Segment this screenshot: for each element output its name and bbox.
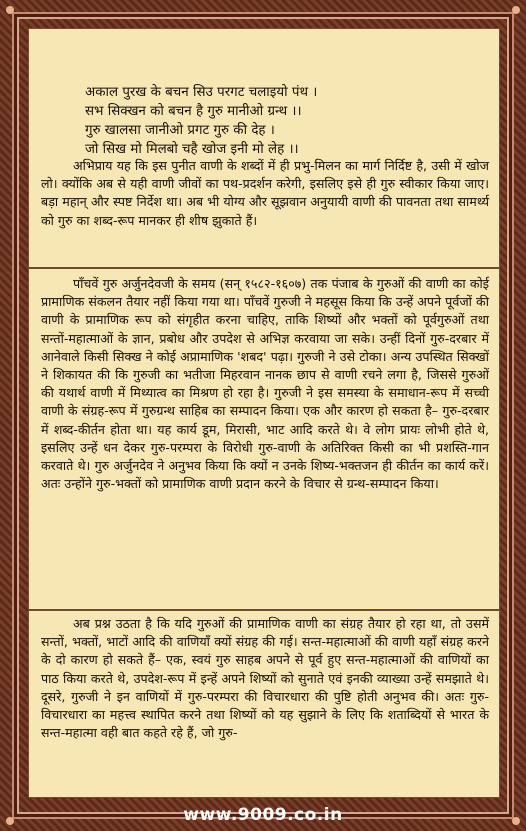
- paragraph: अब प्रश्न उठता है कि यदि गुरुओं की प्रामाणिक वाणी का संग्रह तैयार हो रहा था, तो उसमें सन्तों, भक्तों, भाटों आदि की वाणियाँ क्यों संग्रह की गई। सन्त-महात्माओं की वाणी यहाँ संग्रह करने के दो कारण हो सकते हैं– एक, स्वयं गुरु साहब अपने से पूर्व हुए सन्त-महात्माओं की वाणियों का पाठ किया करते थे, उपदेश-रूप में इन्हें अपने शिष्यों को सुनाते एवं इनकी व्याख्या उन्हें समझाते थे। दूसरे, गुरुजी ने इन वाणियों में गुरु-परम्परा की विचारधारा की पुष्टि होती अनुभव की। अतः गुरु-विचारधारा का महत्त्व स्थापित करने तथा शिष्यों को यह सुझाने के लिए कि शताब्दियों से भारत के सन्त-महात्मा वही बात कहते रहे हैं, जो गुरु-: [41, 616, 489, 741]
- poem-line: जो सिख मो मिलबो चहै खोज इनी मो लेह ।।: [85, 142, 299, 157]
- paragraph: अभिप्राय यह कि इस पुनीत वाणी के शब्दों में ही प्रभु-मिलन का मार्ग निर्दिष्ट है, उसी में खोज लो। क्योंकि अब से यही वाणी जीवों का पथ-प्रदर्शन करेगी, इसलिए इसे ही गुरु स्वीकार किया जाए। बड़ा महान् और स्पष्ट निर्देश था। अब भी योग्य और सूझवान अनुयायी वाणी की पावनता तथा सामर्थ्य को गुरु का शब्द-रूप मानकर ही शीष झुकाते हैं।: [41, 158, 489, 228]
- poem-line: अकाल पुरख के बचन सिउ परगट चलाइयो पंथ ।: [85, 85, 318, 100]
- section-divider: [29, 609, 499, 611]
- poem-line: गुरु खालसा जानीओ प्रगट गुरु की देह ।: [85, 123, 275, 138]
- corner-ornament-icon: [6, 6, 14, 14]
- website-url: www.9009.co.in: [183, 805, 343, 825]
- text-page: [28, 28, 500, 798]
- poem-block: [85, 83, 465, 159]
- section-divider: [29, 267, 499, 269]
- paragraph: पाँचवें गुरु अर्जुनदेवजी के समय (सन् १५८२-१६०७) तक पंजाब के गुरुओं की वाणी का कोई प्रामाणिक संकलन तैयार नहीं किया गया था। पाँचवें गुरुजी ने महसूस किया कि उन्हें अपने पूर्वजों की वाणी के प्रामाणिक रूप को संगृहीत करना चाहिए, ताकि शिष्यों और भक्तों को पूर्वगुरुओं तथा सन्तों-महात्माओं के ज्ञान, प्रबोध और उपदेश से अभिज्ञ करवाया जा सके। उन्हीं दिनों गुरु-दरबार में आनेवाले किसी सिक्ख ने कोई अप्रामाणिक 'शबद' पढ़ा। गुरुजी ने उसे टोका। अन्य उपस्थित सिक्खों ने शिकायत की कि गुरुजी का भतीजा मिहरवान नानक छाप से वाणी रचने लगा है, जिससे गुरुओं की यथार्थ वाणी में मिथ्यात्व का मिश्रण हो रहा है। गुरुजी ने इस समस्या के समाधान-रूप में सच्ची वाणी के संग्रह-रूप में गुरुग्रन्थ साहिब का सम्पादन किया। एक और कारण हो सकता है– गुरु-दरबार में शब्द-कीर्तन होता था। यह कार्य डूम, मिरासी, भाट आदि करते थे। वे लोग प्रायः लोभी होते थे, इसलिए उन्हें धन देकर गुरु-परम्परा के विरोधी गुरु-वाणी के अतिरिक्त किसी का भी प्रशस्ति-गान करवाते थे। गुरु अर्जुनदेव ने अनुभव किया कि क्यों न उनके शिष्य-भक्तजन ही कीर्तन का कार्य करें। अतः उन्होंने गुरु-भक्तों को प्रामाणिक वाणी प्रदान करने के विचार से ग्रन्थ-सम्पादन किया।: [41, 276, 489, 492]
- poem-line: सभ सिक्खन को बचन है गुरु मानीओ ग्रन्थ ।।: [85, 104, 302, 119]
- corner-ornament-icon: [512, 6, 520, 14]
